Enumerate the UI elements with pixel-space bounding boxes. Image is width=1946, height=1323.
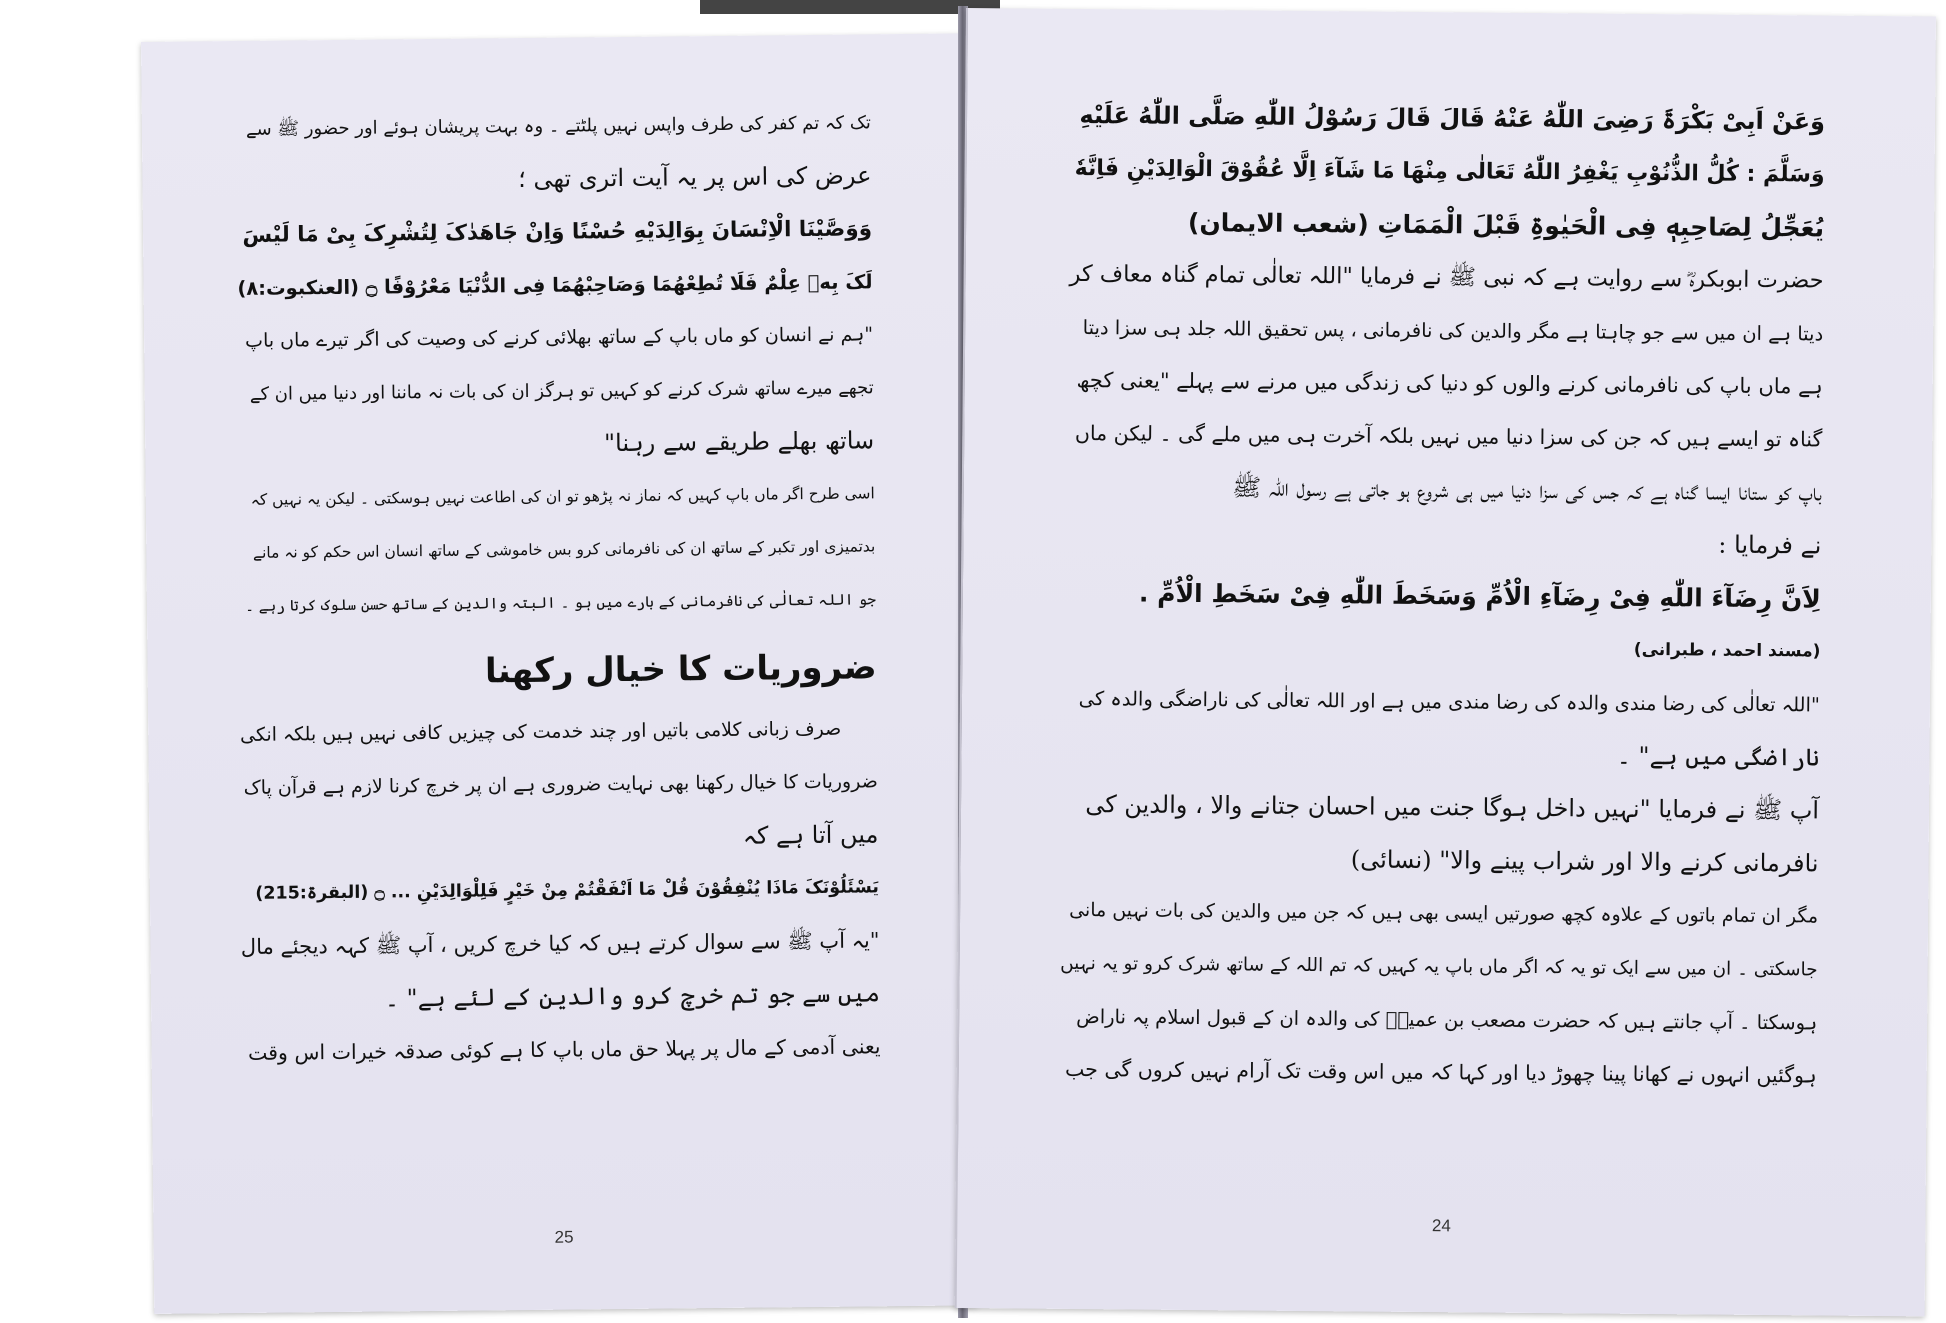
left-arabic-verse-1: وَوَصَّیْنَا الْاِنْسَانَ بِوَالِدَیْهِ حُسْنًا وَاِنْ جَاهَدٰکَ لِتُشْرِکَ بِیْ مَا لَیْسَ: [242, 216, 873, 248]
right-line-12: "اللہ تعالٰی کی رضا مندی والدہ کی رضا مندی میں ہے اور اللہ تعالٰی کی ناراضگی والدہ کی: [1078, 687, 1821, 717]
right-page-number: 24: [1431, 1216, 1451, 1236]
left-arabic-verse-3: یَسْئَلُوْنَکَ مَاذَا یُنْفِقُوْنَ قُلْ مَا اَنْفَقْتُمْ مِنْ خَیْرٍ فَلِلْوَالِدَیْنِ ... ۝ (البقرۃ:215): [255, 877, 879, 904]
book-cover-edge: [700, 0, 1000, 14]
left-page-number: 25: [554, 1227, 574, 1247]
right-line-17: جاسکتی ۔ ان میں سے ایک تو یہ کہ اگر ماں باپ یہ کہیں کہ تم اللہ کے ساتھ شرک کرو تو یہ نہیں: [1060, 952, 1818, 981]
left-line-5: "ہم نے انسان کو ماں باپ کے ساتھ بھلائی کرنے کی وصیت کی اگر تیرے ماں باپ: [245, 323, 874, 352]
right-hadith-line-4: لِاَنَّ رِضَآءَ اللّٰهِ فِیْ رِضَآءِ الْاُمِّ وَسَخَطَ اللّٰهِ فِیْ سَخَطِ الْاُمِّ .: [1138, 578, 1822, 614]
left-line-8: اسی طرح اگر ماں باپ کہیں کہ نماز نہ پڑھو تو ان کی اطاعت نہیں ہوسکتی ۔ لیکن یہ نہیں کہ: [250, 484, 875, 509]
right-hadith-line-2: وَسَلَّمَ : کُلُّ الذُّنُوْبِ یَغْفِرُ اللّٰهُ تَعَالٰی مِنْهَا مَا شَآءَ اِلَّا عُقُوْقَ الْوَالِدَیْنِ فَاِنَّهٗ: [1074, 155, 1825, 188]
left-line-10: جو اللہ تعالٰی کی نافرمانی کے بارے میں ہو ۔ البتہ والدین کے ساتھ حسن سلوک کرتا رہے ۔: [245, 590, 876, 615]
left-line-15: "یہ آپ ﷺ سے سوال کرتے ہیں کہ کیا خرچ کریں ، آپ ﷺ کہہ دیجئے مال: [240, 928, 880, 960]
left-line-2: عرض کی اس پر یہ آیت اتری تھی ؛: [517, 161, 872, 194]
right-line-9: نے فرمایا :: [1718, 530, 1822, 560]
right-line-19: ہوگئیں انہوں نے کھانا پینا چھوڑ دیا اور کہا کہ میں اس وقت تک آرام نہیں کروں گی جب: [1064, 1056, 1817, 1088]
left-arabic-verse-2: لَکَ بِهٖ عِلْمٌ فَلَا تُطِعْهُمَا وَصَاحِبْهُمَا فِی الدُّنْیَا مَعْرُوْفًا ۝ (العنکبوت:۸): [237, 270, 873, 301]
right-page: [955, 8, 1936, 1316]
right-reference: (مسند احمد ، طبرانی): [1633, 639, 1821, 662]
right-line-4: حضرت ابوبکرہؓ سے روایت ہے کہ نبی ﷺ نے فرمایا "اللہ تعالٰی تمام گناہ معاف کر: [1069, 260, 1824, 294]
right-line-6: ہے ماں باپ کی نافرمانی کرنے والوں کو دنیا کی زندگی میں مرنے سے پہلے "یعنی کچھ: [1076, 367, 1823, 399]
right-line-5: دیتا ہے ان میں سے جو چاہتا ہے مگر والدین کی نافرمانی ، پس تحقیق اللہ جلد ہی سزا دیتا: [1082, 316, 1824, 346]
left-line-7: ساتھ بھلے طریقے سے رہنا": [603, 426, 875, 458]
right-line-16: مگر ان تمام باتوں کے علاوہ کچھ صورتیں ایسی بھی ہیں کہ جن میں والدین کی بات نہیں مانی: [1069, 898, 1819, 928]
right-hadith-line-1: وَعَنْ اَبِیْ بَکْرَۃَ رَضِیَ اللّٰهُ عَنْهُ قَالَ قَالَ رَسُوْلُ اللّٰهِ صَلَّی اللّٰهُ عَلَیْهِ: [1079, 100, 1826, 136]
left-line-6: تجھے میرے ساتھ شرک کرنے کو کہیں تو ہرگز ان کی بات نہ ماننا اور دنیا میں ان کے: [249, 377, 874, 405]
left-line-16: میں سے جو تم خرچ کرو والدین کے لئے ہے" ۔: [384, 979, 881, 1013]
right-hadith-line-3: یُعَجِّلُ لِصَاحِبِهٖ فِی الْحَیٰوۃِ قَبْلَ الْمَمَاتِ (شعب الایمان): [1187, 207, 1825, 243]
right-line-13: ناراضگی میں ہے" ۔: [1616, 741, 1820, 772]
right-line-7: گناہ تو ایسے ہیں کہ جن کی سزا دنیا میں نہیں بلکہ آخرت ہی میں ملے گی ۔ لیکن ماں: [1074, 420, 1823, 452]
left-line-17: یعنی آدمی کے مال پر پہلا حق ماں باپ کا ہے کوئی صدقہ خیرات اس وقت: [247, 1034, 881, 1065]
left-line-11: صرف زبانی کلامی باتیں اور چند خدمت کی چیزیں کافی نہیں ہیں بلکہ انکی: [239, 717, 842, 747]
right-line-14: آپ ﷺ نے فرمایا "نہیں داخل ہوگا جنت میں احسان جتانے والا ، والدین کی: [1085, 790, 1820, 825]
right-line-18: ہوسکتا ۔ آپ جانتے ہیں کہ حضرت مصعب بن عمیرؓ کی والدہ ان کے قبول اسلام پہ ناراض: [1076, 1005, 1818, 1035]
left-line-13: میں آتا ہے کہ: [742, 820, 879, 850]
right-line-15: نافرمانی کرنے والا اور شراب پینے والا" (نسائی): [1350, 845, 1819, 878]
left-line-9: بدتمیزی اور تکبر کے ساتھ ان کی نافرمانی کرو بس خاموشی کے ساتھ انسان اس حکم کو نہ مانے: [252, 537, 876, 562]
left-line-12: ضروریات کا خیال رکھنا بھی نہایت ضروری ہے ان پر خرچ کرنا لازم ہے قرآن پاک: [243, 770, 878, 799]
left-line-1: تک کہ تم کفر کی طرف واپس نہیں پلٹتے ۔ وہ بہت پریشان ہوئے اور حضور ﷺ سے: [245, 112, 871, 140]
left-page: [141, 33, 977, 1314]
section-heading: ضروریات کا خیال رکھنا: [484, 647, 877, 692]
right-line-8: باپ کو ستانا ایسا گناہ ہے کہ جس کی سزا دنیا میں ہی شروع ہو جاتی ہے رسول اللہ ﷺ: [1232, 473, 1822, 507]
